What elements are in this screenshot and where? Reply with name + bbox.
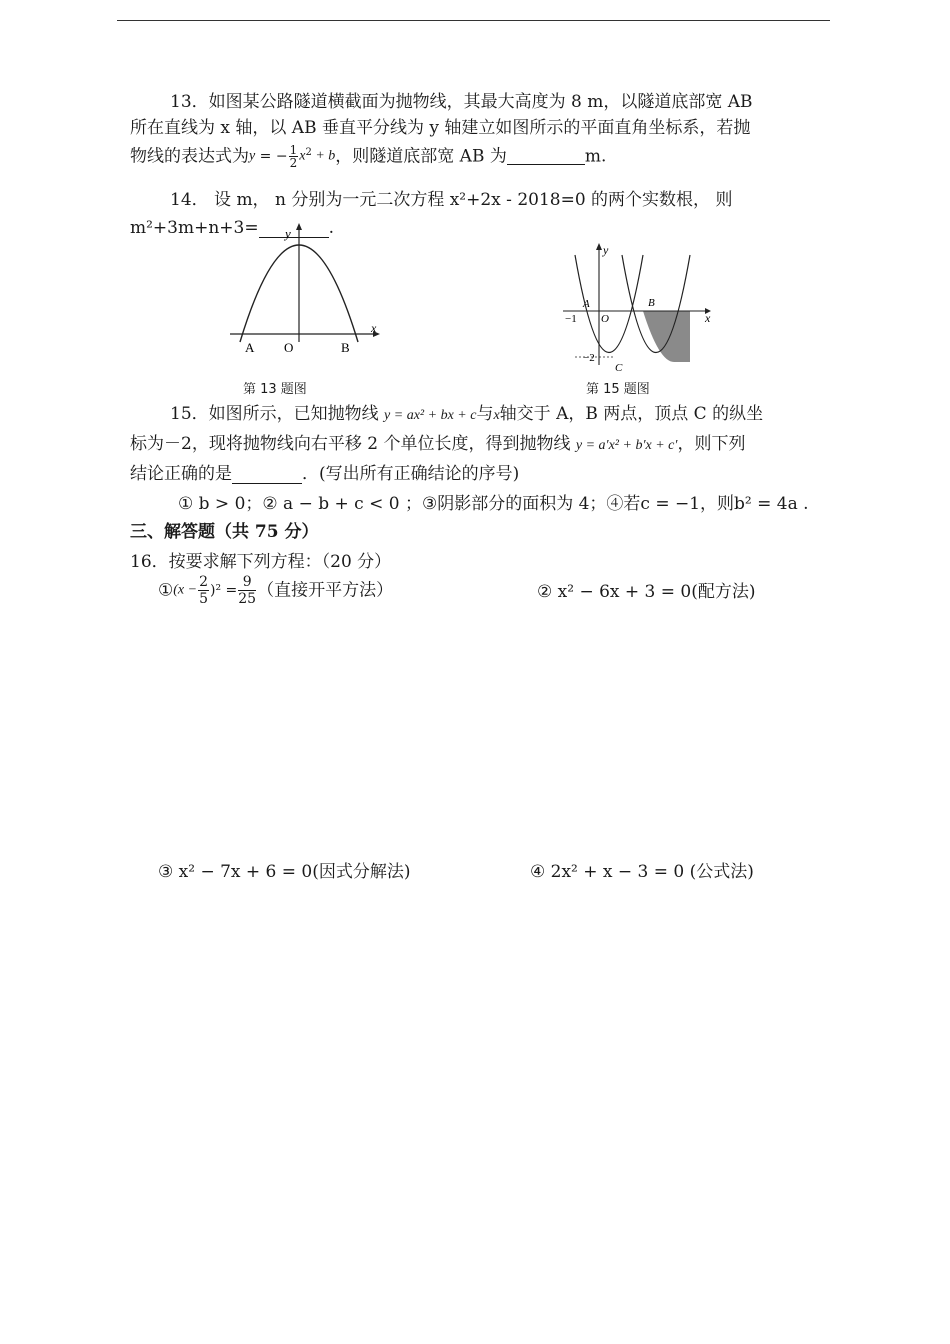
- fig15-tick-neg1: −1: [565, 313, 577, 325]
- q16-p1-eq-a: (x −: [173, 582, 198, 598]
- fig15-label-O: O: [601, 313, 609, 325]
- q15-line3: [130, 464, 519, 484]
- fig15-y-arrow: [596, 243, 602, 250]
- fig15-shaded-region: [643, 311, 690, 362]
- q13-frac-den: 2: [289, 156, 298, 170]
- fig15-label-x: x: [705, 311, 711, 325]
- section3-title: 三、解答题（共 75 分）: [130, 522, 319, 542]
- q13-eq-fraction: [289, 144, 299, 169]
- q15-line3-post: ．(写出所有正确结论的序号): [302, 464, 520, 484]
- q15-line2-pre: 标为－2，现将抛物线向右平移 2 个单位长度，得到抛物线: [130, 434, 571, 454]
- q16-p1-eq-b: )² =: [210, 582, 238, 599]
- q14-line2-text: m²+3m+n+3=: [130, 218, 259, 238]
- q16-p1-frac1-den: 5: [199, 591, 208, 607]
- q13-eq-minus: = −: [255, 148, 288, 165]
- q16-p1-frac1-num: 2: [199, 574, 208, 590]
- q13-line3-pre: 物线的表达式为: [130, 146, 249, 167]
- q13-eq-x: x: [299, 148, 306, 164]
- q13-line2: 所在直线为 x 轴，以 AB 垂直平分线为 y 轴建立如图所示的平面直角坐标系，若抛: [130, 118, 751, 138]
- q15-line1-pre: 15．如图所示，已知抛物线: [170, 404, 379, 424]
- figure-15: [555, 240, 725, 375]
- q13-line3-unit: m.: [584, 146, 607, 167]
- q16-p1-frac2-num: 9: [238, 574, 256, 591]
- fig13-label-y: y: [285, 226, 291, 241]
- q15-line3-pre: 结论正确的是: [130, 464, 232, 484]
- q15-line1-x: x: [493, 408, 500, 423]
- q14-line1: 14． 设 m， n 分别为一元二次方程 x²+2x - 2018=0 的两个实数根， 则: [170, 190, 733, 210]
- fig13-y-arrow: [296, 223, 302, 230]
- q13-line3: [130, 144, 606, 184]
- fig13-caption: 第 13 题图: [243, 382, 307, 397]
- q13-line1: 13．如图某公路隧道横截面为抛物线，其最大高度为 8 m，以隧道底部宽 AB: [170, 92, 753, 112]
- q15-line1-mid: 与: [476, 404, 494, 424]
- fig15-label-A: A: [583, 298, 590, 310]
- q13-answer-blank[interactable]: [507, 148, 585, 165]
- q15-line1-eq: y = ax² + bx + c: [384, 408, 477, 423]
- q15-line1: [170, 404, 763, 426]
- fig13-label-B: B: [341, 340, 350, 355]
- fig13-label-x: x: [371, 321, 377, 335]
- fig15-label-B: B: [648, 297, 655, 309]
- q13-eq-plus-b: + b: [311, 148, 336, 164]
- q15-line2-eq: y = a′x² + b′x + c′: [575, 438, 678, 453]
- q15-line2: [130, 434, 745, 456]
- q16-p1-frac2-den: 25: [238, 591, 257, 607]
- fig13-label-A: A: [245, 340, 255, 355]
- q16-p1-frac2: [238, 574, 256, 607]
- figure-13: [225, 222, 390, 362]
- q16-part4: ④ 2x² + x − 3 = 0 (公式法): [530, 862, 754, 882]
- header-rule: [117, 20, 830, 21]
- q16-part2: ② x² − 6x + 3 = 0(配方法): [537, 582, 756, 602]
- q13-eq-y: y: [249, 148, 256, 164]
- q15-line1-post: 轴交于 A，B 两点，顶点 C 的纵坐: [499, 404, 764, 424]
- q13-eq-sq: 2: [305, 147, 312, 158]
- q15-line2-post: ，则下列: [677, 434, 746, 454]
- q13-frac-num: 1: [289, 143, 298, 157]
- q14-line2-end: .: [328, 218, 335, 238]
- q16-part3: ③ x² − 7x + 6 = 0(因式分解法): [158, 862, 411, 882]
- fig15-caption: 第 15 题图: [586, 382, 650, 397]
- q16-p1-method: （直接开平方法）: [257, 580, 394, 601]
- q16-p1-pre: ①: [158, 580, 174, 601]
- q16-part1: [158, 574, 393, 620]
- fig13-label-O: O: [284, 340, 294, 355]
- q15-answer-blank[interactable]: [232, 467, 302, 484]
- fig15-label-y: y: [603, 243, 609, 257]
- fig15-label-C: C: [615, 362, 623, 374]
- q16-title: 16．按要求解下列方程：（20 分）: [130, 552, 392, 572]
- q13-line3-post: ，则隧道底部宽 AB 为: [335, 146, 507, 167]
- fig15-tick-neg2: −2: [583, 352, 595, 364]
- q15-options: ① b > 0；② a − b + c < 0 ；③阴影部分的面积为 4；④若c = −1，则b² = 4a .: [178, 494, 809, 514]
- q16-p1-frac1: [198, 574, 209, 607]
